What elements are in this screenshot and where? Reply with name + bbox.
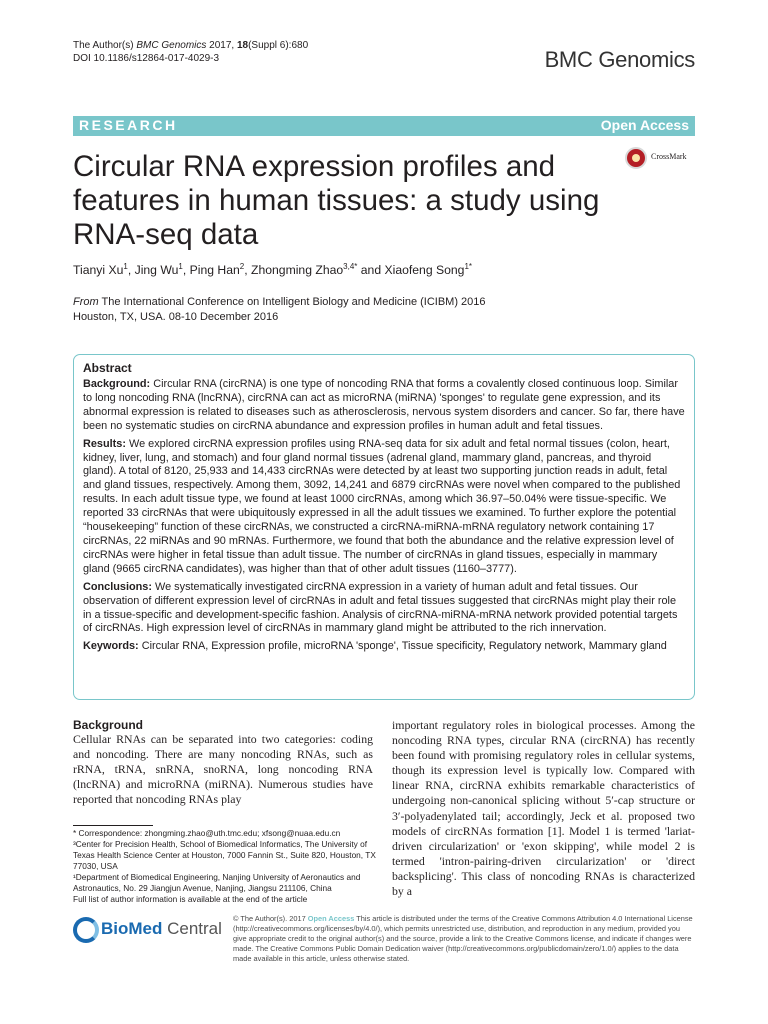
body-column-left — [73, 718, 373, 807]
citation-volume: 18 — [236, 40, 249, 51]
conference-info — [73, 295, 633, 325]
affiliation: ³Center for Precision Health, School of Biomedical Informatics, The University of Texas Health Science Center at Houston, 7000 Fannin St., Suite 820, Houston, TX 77030, USA — [73, 839, 376, 871]
abstract-background: Background: Circular RNA (circRNA) is one type of noncoding RNA that forms a covalently closed continuous loop. Similar to long noncoding RNA (lncRNA), circRNA can act as microRNA (miRNA) 'sponges' to regulate gene expression, and its abnormal expression is related to diseases such as atherosclerosis, nervous system disorders and cancer. So far, there have been no systematic studies on circRNA abundance and expression profiles in human adult and fetal tissues. — [83, 378, 685, 432]
article-type-banner — [73, 116, 695, 136]
section-heading-background: Background — [73, 718, 144, 732]
correspondence[interactable]: * Correspondence: zhongming.zhao@uth.tmc.edu; xfsong@nuaa.edu.cn — [73, 828, 341, 838]
doi[interactable]: DOI 10.1186/s12864-017-4029-3 — [73, 53, 220, 64]
footnotes — [73, 828, 378, 905]
publisher-name: BioMed Central — [101, 919, 222, 938]
citation-line — [73, 39, 308, 52]
citation-journal: BMC Genomics — [136, 40, 207, 51]
crossmark-icon — [625, 147, 647, 169]
abstract-heading: Abstract — [83, 361, 132, 375]
crossmark-label: CrossMark — [651, 152, 687, 161]
license-text: © The Author(s). 2017 Open Access This article is distributed under the terms of the Creative Commons Attribution 4.0 International License (http://creativecommons.org/licenses/by/4.0/), which permits unrestricted use, distribution, and reproduction in any medium, provided you give appropriate credit to the original author(s) and the source, provide a link to the Creative Commons license, and indicate if changes were made. The Creative Commons Public Domain Dedication waiver (http://creativecommons.org/publicdomain/zero/1.0/) applies to the data made available in this article, unless otherwise stated. — [233, 914, 693, 963]
from-prefix: From — [73, 296, 99, 308]
body-paragraph: important regulatory roles in biological processes. Among the noncoding RNA types, circular RNA (circRNA) has recently been found with promising regulatory roles in cellular systems, though its expression level is typically low. Compared with linear RNA, circRNA exhibits remarkable characteristics of undergoing non-canonical splicing without 5′-cap structure or 3′-polyadenylated tail; accordingly, Jeck et al. proposed two models of circRNAs formation [1]. Model 1 is termed 'lariat-driven circularization' or 'exon skipping', while model 2 is termed 'intron-pairing-driven circularization' or 'direct backsplicing'. This class of noncoding RNAs is characterized by a — [392, 718, 695, 899]
author[interactable]: Tianyi Xu$^1$ — [73, 262, 128, 278]
conference-location: Houston, TX, USA. 08-10 December 2016 — [73, 311, 279, 323]
abstract-conclusions: Conclusions: We systematically investigated circRNA expression in a variety of human adult and fetal tissues. Our observation of different expression level of circRNAs in adult and fetal tissues suggested that circRNAs might play their role in a tissue-specific and development-specific fashion. Analysis of circRNA-miRNA-mRNA network provided potential targets of circRNAs. High expression level of circRNAs in mammary gland might be attributed to the rich innervation. — [83, 580, 678, 635]
open-access-link[interactable]: Open Access — [307, 914, 355, 923]
article-title: Circular RNA expression profiles and features in human tissues: a study using RNA-seq data — [73, 150, 600, 251]
affiliation: ¹Department of Biomedical Engineering, Nanjing University of Aeronautics and Astronautics, No. 29 Jiangjun Avenue, Nanjing, Jiangsu 211106, China — [73, 872, 361, 893]
citation-issue: (Suppl 6):680 — [248, 40, 309, 51]
author-list: Tianyi Xu$^1$, Jing Wu$^1$, Ping Han$^2$, Zhongming Zhao$^{3,4*}$ and Xiaofeng Song$^{1*}$ — [73, 262, 473, 278]
citation-year: 2017, — [206, 40, 237, 51]
body-column-right — [392, 718, 695, 899]
journal-name: BMC Genomics — [544, 47, 695, 72]
author[interactable]: Xiaofeng Song$^{1*}$ — [384, 262, 473, 278]
abstract-box — [73, 354, 695, 700]
author[interactable]: Zhongming Zhao$^{3,4*}$ — [251, 262, 358, 278]
abstract-keywords: Keywords: Circular RNA, Expression profile, microRNA 'sponge', Tissue specificity, Regulatory network, Mammary gland — [83, 640, 667, 653]
biomed-central-swirl-icon — [73, 917, 99, 943]
author-info-note: Full list of author information is available at the end of the article — [73, 894, 308, 904]
article-type: RESEARCH — [79, 117, 178, 133]
body-paragraph: Cellular RNAs can be separated into two categories: coding and noncoding. There are many noncoding RNAs, such as rRNA, tRNA, snRNA, snoRNA, long noncoding RNA (lncRNA) and microRNA (miRNA). Numerous studies have reported that noncoding RNAs play — [73, 732, 373, 807]
crossmark-badge[interactable] — [625, 145, 695, 175]
open-access-label: Open Access — [600, 117, 689, 133]
conference-name: The International Conference on Intelligent Biology and Medicine (ICIBM) 2016 — [98, 296, 486, 308]
biomed-central-logo[interactable] — [73, 917, 223, 945]
author[interactable]: Jing Wu$^1$ — [134, 262, 183, 278]
citation-prefix: The Author(s) — [73, 40, 137, 51]
author[interactable]: Ping Han$^2$ — [189, 262, 245, 278]
footnote-divider — [73, 825, 153, 826]
citation-header — [73, 39, 308, 65]
abstract-results: Results: We explored circRNA expression profiles using RNA-seq data for six adult and fetal normal tissues (colon, heart, kidney, liver, lung, and stomach) and four gland normal tissues (adrenal gland, mammary gland, pancreas, and thyroid gland). A total of 8120, 25,933 and 14,433 circRNAs were detected by at least two supporting junction reads in adult, fetal and gland tissues, respectively. Among them, 3092, 14,241 and 6879 circRNAs were novel when compared to the published results. In each adult tissue type, we found at least 1000 circRNAs, among which 36.97–50.04% were tissue-specific. We reported 33 circRNAs that were ubiquitously expressed in all the adult tissues we examined. To further explore the potential “housekeeping” function of these circRNAs, we constructed a circRNA-miRNA-mRNA regulatory network containing 17 circRNAs, 22 miRNAs and 90 mRNAs. Furthermore, we found that both the abundance and the relative expression level of circRNAs were higher in fetal tissue than adult tissue. The number of circRNAs in gland tissues, especially in mammary gland (9665 circRNA candidates), was higher than that of other adult tissues (1160–3777). — [83, 437, 681, 575]
